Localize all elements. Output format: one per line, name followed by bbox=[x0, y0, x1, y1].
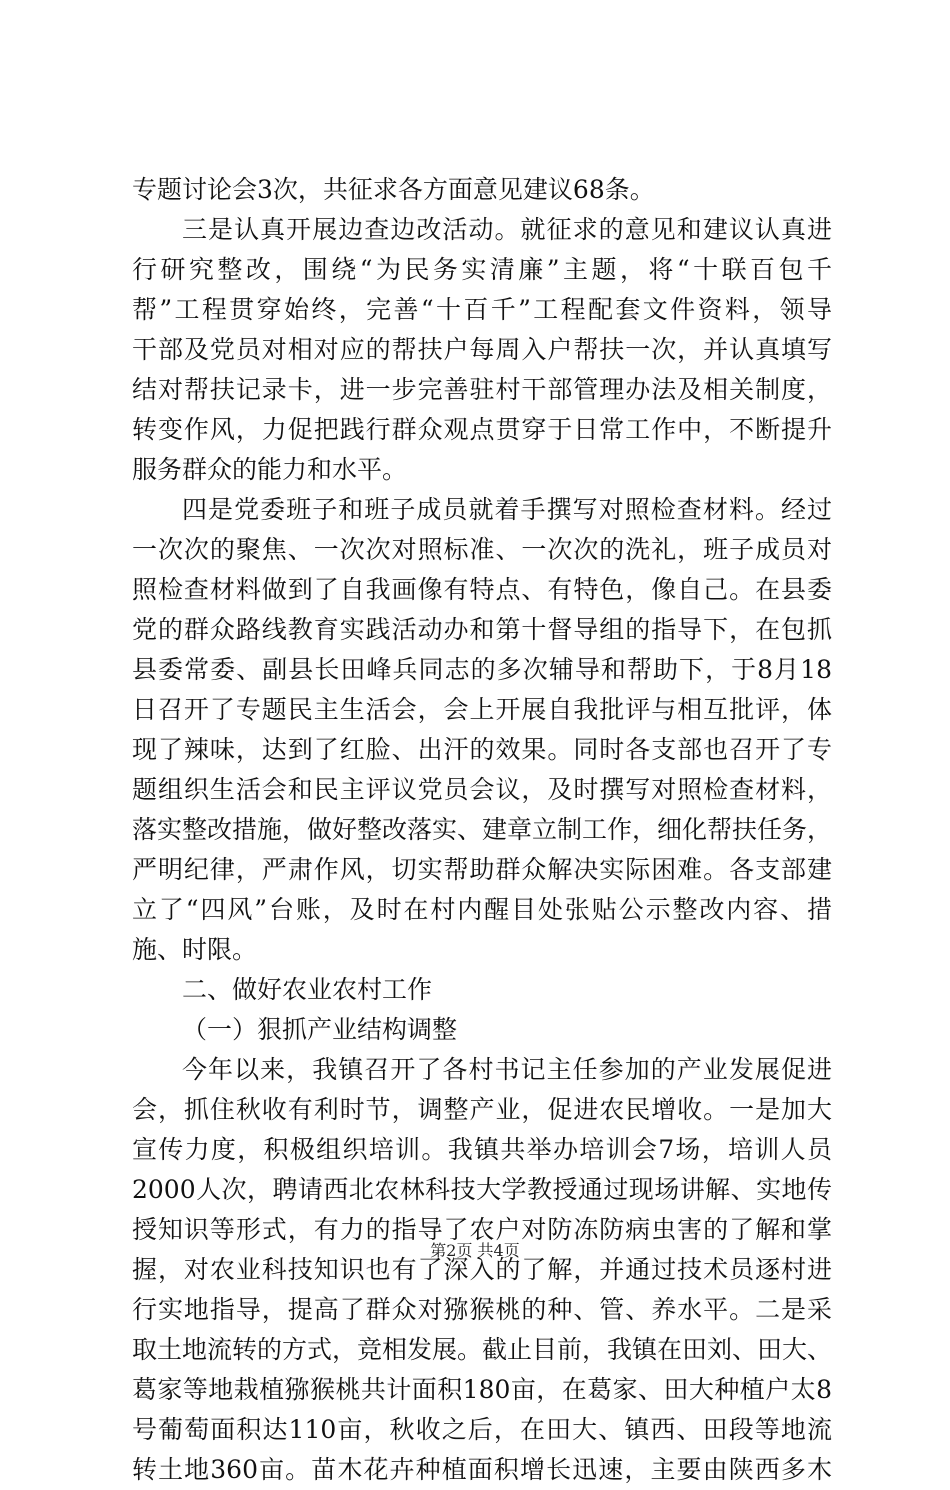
text-line: 行实地指导，提高了群众对猕猴桃的种、管、养水平。二是采 bbox=[132, 1295, 832, 1324]
text-line: 落实整改措施，做好整改落实、建章立制工作，细化帮扶任务， bbox=[132, 815, 833, 844]
text-line: 干部及党员对相对应的帮扶户每周入户帮扶一次，并认真填写 bbox=[132, 335, 832, 364]
text-line: 2000人次，聘请西北农林科技大学教授通过现场讲解、实地传 bbox=[132, 1175, 832, 1204]
text-line: 取土地流转的方式，竞相发展。截止目前，我镇在田刘、田大、 bbox=[132, 1335, 833, 1364]
text-line: 号葡萄面积达110亩，秋收之后，在田大、镇西、田段等地流 bbox=[132, 1415, 832, 1444]
text-line: 党的群众路线教育实践活动办和第十督导组的指导下，在包抓 bbox=[132, 615, 832, 644]
text-line: 一次次的聚焦、一次次对照标准、一次次的洗礼，班子成员对 bbox=[132, 535, 832, 564]
text-line: 授知识等形式，有力的指导了农户对防冻防病虫害的了解和掌 bbox=[132, 1215, 832, 1244]
text-line: 立了“四风”台账，及时在村内醒目处张贴公示整改内容、措 bbox=[132, 895, 832, 924]
text-line: 转土地360亩。苗木花卉种植面积增长迅速，主要由陕西多木 bbox=[132, 1455, 832, 1484]
text-line: 题组织生活会和民主评议党员会议，及时撰写对照检查材料， bbox=[132, 775, 832, 804]
document-body bbox=[132, 170, 832, 1490]
text-line: 行研究整改，围绕“为民务实清廉”主题，将“十联百包千 bbox=[132, 255, 832, 284]
text-line: 服务群众的能力和水平。 bbox=[132, 455, 408, 484]
text-line: 严明纪律，严肃作风，切实帮助群众解决实际困难。各支部建 bbox=[132, 855, 832, 884]
text-line: 握，对农业科技知识也有了深入的了解，并通过技术员逐村进 bbox=[132, 1255, 832, 1284]
page-number-label: 第2页 共4页 bbox=[430, 1241, 520, 1260]
text-line: 宣传力度，积极组织培训。我镇共举办培训会7场，培训人员 bbox=[132, 1135, 832, 1164]
paragraph-first-line: 四是党委班子和班子成员就着手撰写对照检查材料。经过 bbox=[182, 495, 832, 524]
page-footer bbox=[0, 1240, 950, 1262]
text-line: 县委常委、副县长田峰兵同志的多次辅导和帮助下，于8月18 bbox=[132, 655, 832, 684]
text-line: 结对帮扶记录卡，进一步完善驻村干部管理办法及相关制度， bbox=[132, 375, 832, 404]
text-line: 会，抓住秋收有利时节，调整产业，促进农民增收。一是加大 bbox=[132, 1095, 832, 1124]
text-line: 施、时限。 bbox=[132, 935, 258, 964]
text-line: 帮”工程贯穿始终，完善“十百千”工程配套文件资料，领导 bbox=[132, 295, 832, 324]
text-line: 现了辣味，达到了红脸、出汗的效果。同时各支部也召开了专 bbox=[132, 735, 832, 764]
text-line: 专题讨论会3次，共征求各方面意见建议68条。 bbox=[132, 175, 655, 204]
paragraph-first-line: 今年以来，我镇召开了各村书记主任参加的产业发展促进 bbox=[182, 1055, 832, 1084]
paragraph-first-line: 三是认真开展边查边改活动。就征求的意见和建议认真进 bbox=[182, 215, 832, 244]
text-line: 照检查材料做到了自我画像有特点、有特色，像自己。在县委 bbox=[132, 575, 832, 604]
text-line: 日召开了专题民主生活会，会上开展自我批评与相互批评，体 bbox=[132, 695, 832, 724]
section-heading: 二、做好农业农村工作 bbox=[182, 975, 433, 1004]
text-line: 葛家等地栽植猕猴桃共计面积180亩，在葛家、田大种植户太8 bbox=[132, 1375, 832, 1404]
text-line: 转变作风，力促把践行群众观点贯穿于日常工作中，不断提升 bbox=[132, 415, 832, 444]
subsection-heading: （一）狠抓产业结构调整 bbox=[182, 1015, 458, 1044]
